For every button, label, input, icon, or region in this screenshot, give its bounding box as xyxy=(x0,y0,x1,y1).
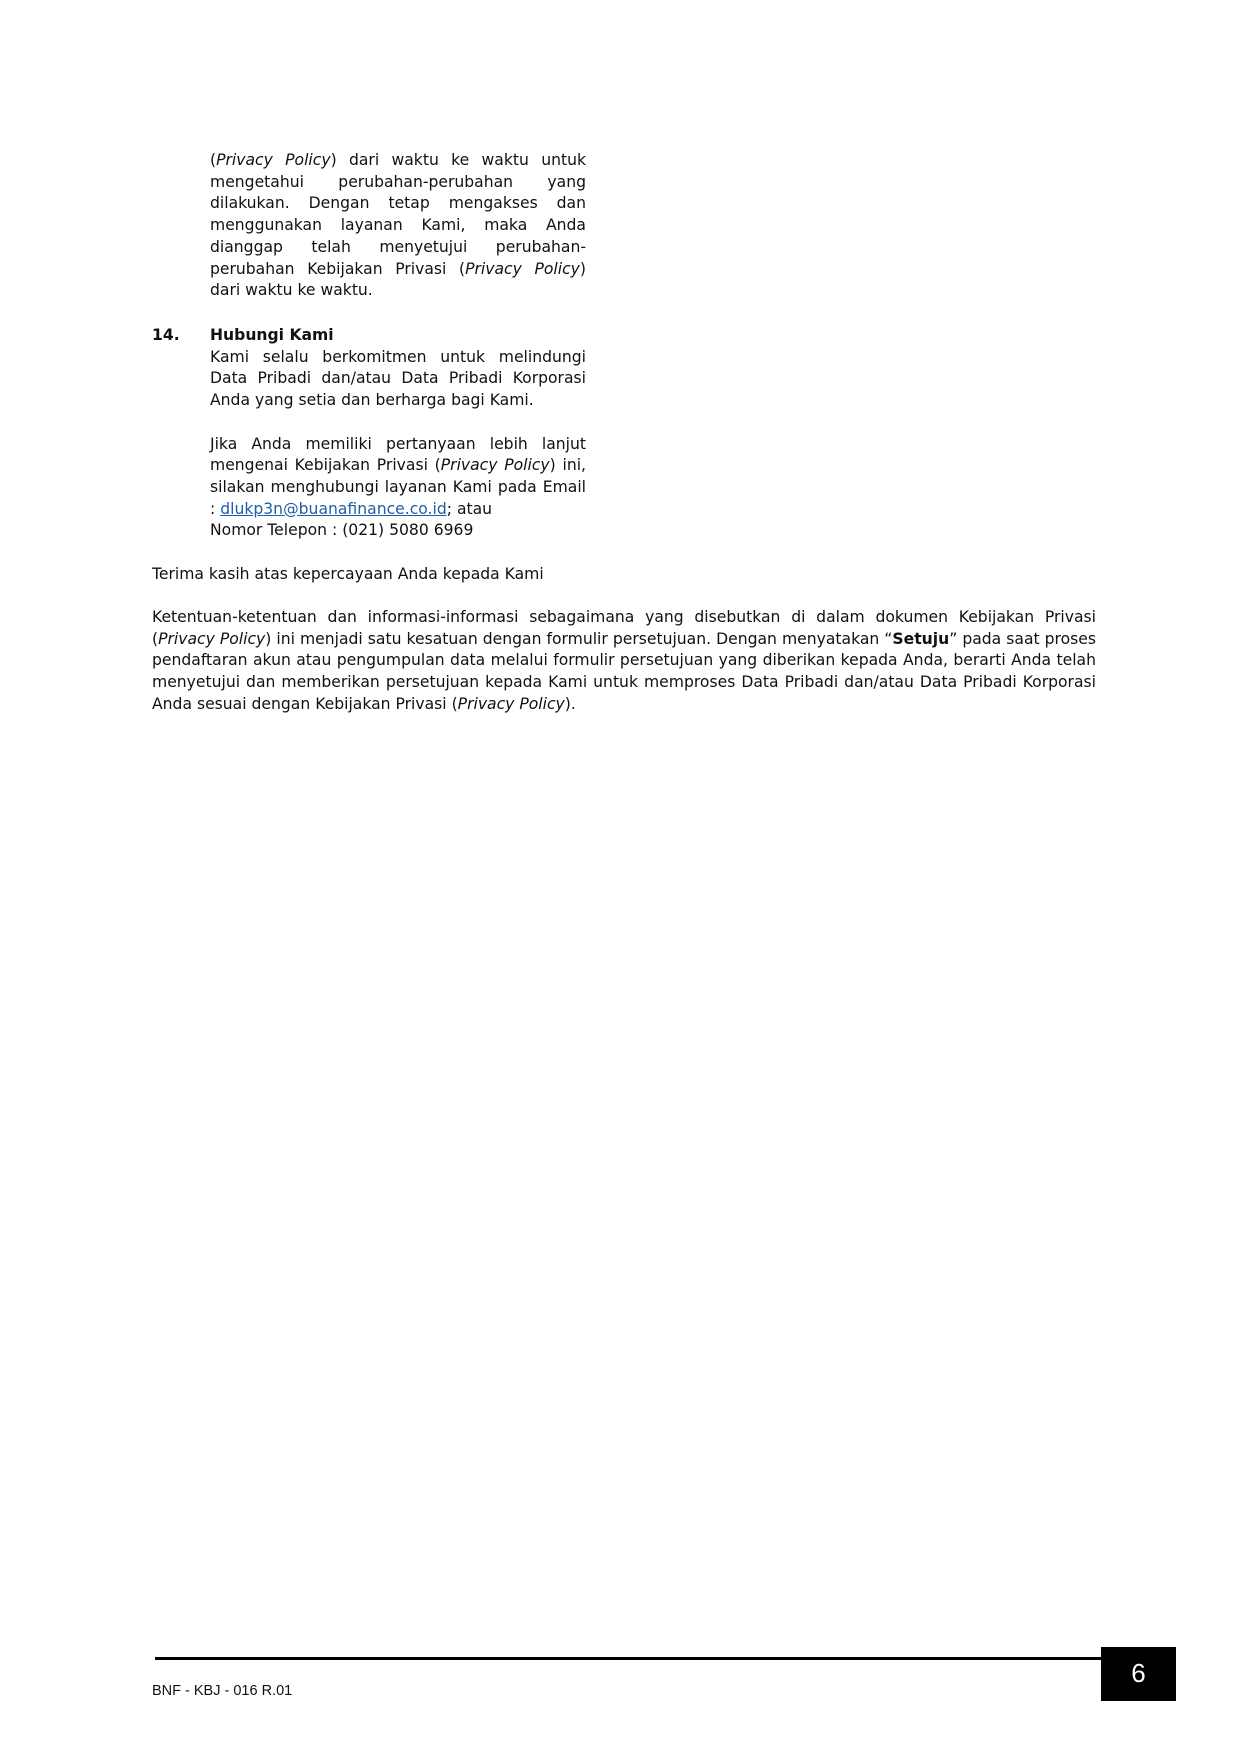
text: ( xyxy=(210,151,217,169)
text: Jika Anda memiliki pertanyaan lebih lanjut mengenai Kebijakan Privasi ( xyxy=(210,434,586,475)
section-number: 14. xyxy=(152,326,180,344)
italic-term: Privacy Policy xyxy=(457,694,565,713)
italic-term: Privacy Policy xyxy=(158,629,266,648)
text: ). xyxy=(564,694,576,713)
section-contact xyxy=(210,325,586,542)
closing-paragraph xyxy=(152,607,1096,716)
italic-term: Privacy Policy xyxy=(216,151,331,169)
italic-term: Privacy Policy xyxy=(440,456,550,475)
text: Ketentuan-ketentuan dan informasi-informasi sebagaimana yang disebutkan di dalam dokumen Kebijakan Privasi ( xyxy=(152,608,1096,648)
text: ” pada saat proses pendaftaran akun atau pengumpulan data melalui formulir persetujuan yang diberikan kepada Anda, berarti Anda telah menyetujui dan memberikan persetujuan kepada Kami untuk memproses Data Pribadi dan/atau Data Pribadi Korporasi Anda sesuai dengan Kebijakan Privasi ( xyxy=(152,629,1096,713)
text: ) dari waktu ke waktu untuk mengetahui perubahan-perubahan yang dilakukan. Dengan tetap mengakses dan menggunakan layanan Kami, maka Anda dianggap telah menyetujui perubahan-perubahan Kebijakan Privasi ( xyxy=(210,151,586,278)
thanks-text: Terima kasih atas kepercayaan Anda kepada Kami xyxy=(152,565,544,583)
italic-term: Privacy Policy xyxy=(465,259,580,278)
email-link[interactable]: dlukp3n@buanafinance.co.id xyxy=(220,499,447,518)
continuation-paragraph xyxy=(210,150,586,302)
footer-divider xyxy=(155,1657,1101,1660)
text: ) ini menjadi satu kesatuan dengan formulir persetujuan. Dengan menyatakan “ xyxy=(265,629,893,648)
section-title: Hubungi Kami xyxy=(210,326,334,344)
phone-text: Nomor Telepon : (021) 5080 6969 xyxy=(210,521,474,540)
page-number: 6 xyxy=(1101,1647,1176,1701)
text: ) dari waktu ke waktu. xyxy=(210,259,586,300)
text: ) ini, silakan menghubungi layanan Kami pada Email : xyxy=(210,456,586,518)
document-code: BNF - KBJ - 016 R.01 xyxy=(152,1683,293,1699)
bold-term: Setuju xyxy=(892,629,950,648)
thanks-line xyxy=(152,564,1096,586)
text: ; atau xyxy=(446,499,493,518)
section-paragraph-1: Kami selalu berkomitmen untuk melindungi Data Pribadi dan/atau Data Pribadi Korporasi Anda yang setia dan berharga bagi Kami. xyxy=(210,347,586,410)
section-paragraph-2 xyxy=(210,434,586,543)
